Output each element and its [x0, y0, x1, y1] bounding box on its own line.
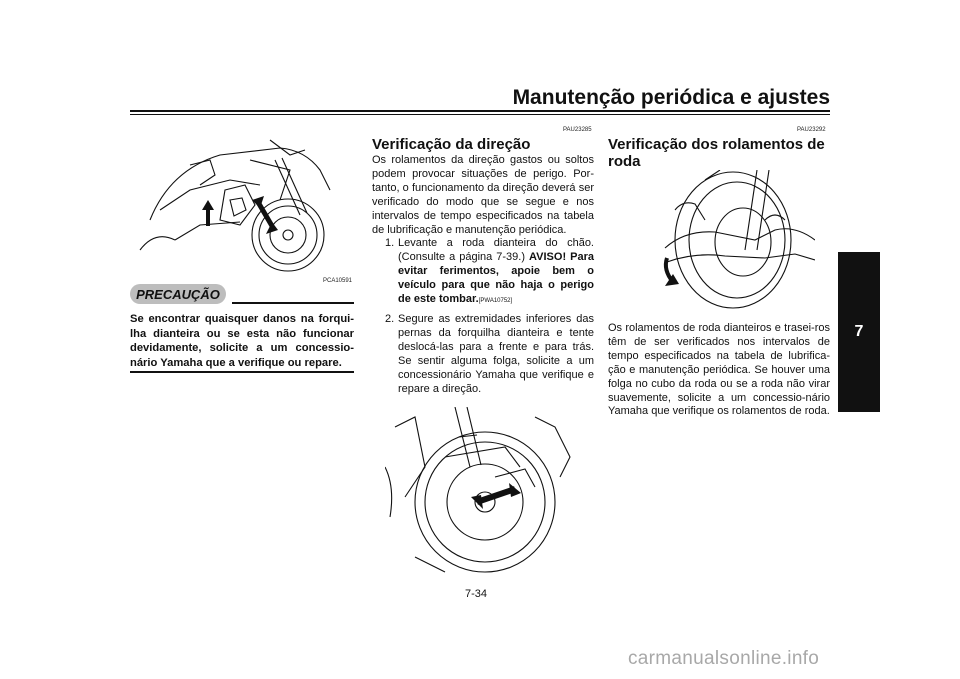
figure-code: PCA10591 [323, 278, 353, 284]
page-number: 7-34 [465, 588, 488, 600]
header-rule-thin [130, 114, 830, 115]
watermark: carmanualsonline.info [628, 648, 820, 669]
caution-badge: PRECAUÇÃO [130, 284, 226, 304]
steering-intro: Os rolamentos da direção gastos ou soltos podem provocar situações de perigo. Por-tanto, o funcionamento da direção deverá ser verificado do modo que se segue e nos intervalos de tempo especificados na tabela de lubrificação e manutenção periódica. [372, 154, 594, 236]
chapter-tab [838, 252, 880, 412]
section-code: PAU23292 [797, 127, 826, 133]
section-code: PAU23285 [563, 127, 592, 133]
step1-text: Levante a roda dianteira do chão. (Consulte a página 7-39.) [398, 237, 594, 263]
caution-rule [232, 302, 354, 304]
caution-end-rule [130, 371, 354, 373]
list-item-1 [385, 237, 594, 309]
list-number: 1. [385, 237, 395, 249]
section-heading-bearings: Verificação dos rolamentos de roda [608, 136, 825, 170]
caution-text: Se encontrar quaisquer danos na forqui-lha dianteira ou se esta não funcionar devidamente, solicite a um concessio-nário Yamaha que a verifique ou repare. [130, 313, 354, 369]
list-number: 2. [385, 313, 395, 325]
section-heading-steering: Verificação da direção [372, 136, 531, 153]
page-title: Manutenção periódica e ajustes [512, 86, 830, 109]
list-item-2 [385, 313, 594, 396]
header-rule [130, 110, 830, 112]
steering-check-illustration [385, 407, 595, 579]
bearings-text: Os rolamentos de roda dianteiros e trasei-ros têm de ser verificados nos intervalos de tempo especificados na tabela de lubrifica-ção e manutenção periódica. Se houver uma folga no cubo da roda ou se a roda não virar suavemente, solicite a um concessio-nário Yamaha que verifique os rolamentos de roda. [608, 322, 830, 418]
wheel-bearing-illustration [645, 170, 815, 312]
step1-warning: AVISO! Para evitar ferimentos, apoie bem o veículo para que não haja o perigo de este tombar. [398, 250, 594, 305]
step2-text: Segure as extremidades inferiores das pernas da forquilha dianteira e tente deslocá-las para a frente e para trás. Se sentir alguma folga, solicite a um concessionário Yamaha que verifique e repare a direção. [398, 313, 594, 395]
chapter-number: 7 [854, 323, 864, 340]
fork-inspection-illustration [130, 130, 355, 278]
warning-code: [PWA10752] [478, 297, 513, 304]
